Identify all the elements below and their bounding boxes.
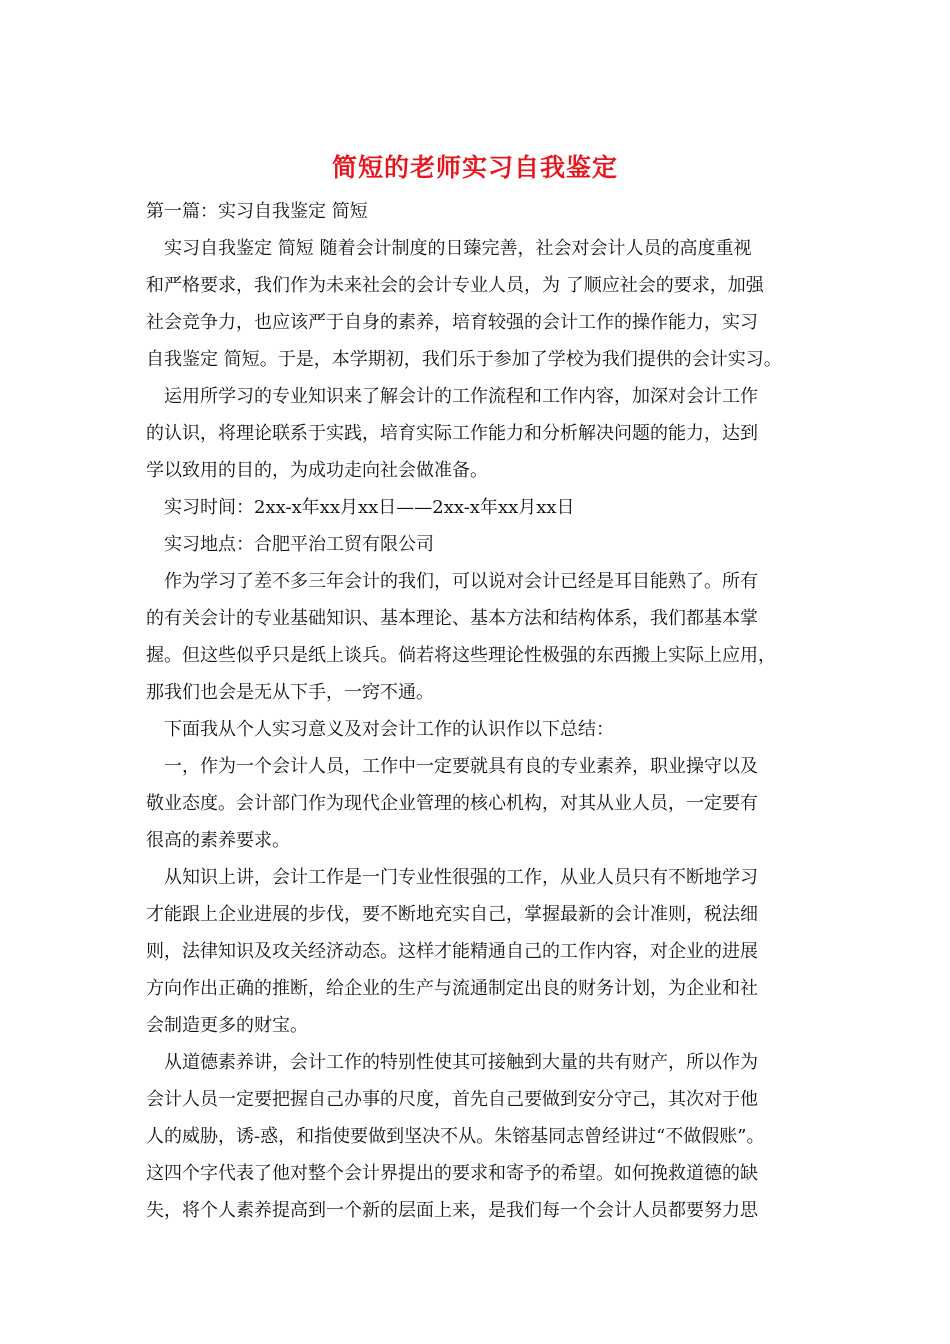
text-line: 失，将个人素养提高到一个新的层面上来，是我们每一个会计人员都要努力思 [146, 1200, 758, 1221]
text-line: 握。但这些似乎只是纸上谈兵。倘若将这些理论性极强的东西搬上实际上应用， [146, 645, 776, 666]
text-line: 的有关会计的专业基础知识、基本理论、基本方法和结构体系，我们都基本掌 [146, 608, 758, 629]
text-line: 才能跟上企业进展的步伐，要不断地充实自己，掌握最新的会计准则，税法细 [146, 904, 758, 925]
text-line: 方向作出正确的推断，给企业的生产与流通制定出良的财务计划，为企业和社 [146, 978, 758, 999]
text-line: 很高的素养要求。 [146, 830, 290, 851]
document-body [146, 193, 826, 1229]
text-line: 实习地点：合肥平治工贸有限公司 [164, 534, 434, 555]
text-line: 则，法律知识及攻关经济动态。这样才能精通自己的工作内容，对企业的进展 [146, 941, 758, 962]
text-line: 那我们也会是无从下手，一窍不通。 [146, 682, 434, 703]
text-line: 从道德素养讲，会计工作的特别性使其可接触到大量的共有财产，所以作为 [164, 1052, 758, 1073]
text-line: 会制造更多的财宝。 [146, 1015, 308, 1036]
text-line: 一，作为一个会计人员，工作中一定要就具有良的专业素养，职业操守以及 [164, 756, 758, 777]
text-line: 学以致用的目的，为成功走向社会做准备。 [146, 460, 488, 481]
document-title: 简短的老师实习自我鉴定 [331, 153, 618, 182]
text-line: 下面我从个人实习意义及对会计工作的认识作以下总结： [164, 719, 614, 740]
text-line: 作为学习了差不多三年会计的我们，可以说对会计已经是耳目能熟了。所有 [164, 571, 758, 592]
text-line: 社会竞争力，也应该严于自身的素养，培育较强的会计工作的操作能力，实习 [146, 312, 758, 333]
text-line: 会计人员一定要把握自己办事的尺度，首先自己要做到安分守己，其次对于他 [146, 1089, 758, 1110]
text-line: 运用所学习的专业知识来了解会计的工作流程和工作内容，加深对会计工作 [164, 386, 758, 407]
text-line: 实习自我鉴定 简短 随着会计制度的日臻完善，社会对会计人员的高度重视 [164, 238, 752, 259]
text-line: 第一篇：实习自我鉴定 简短 [146, 201, 368, 222]
text-line: 和严格要求，我们作为未来社会的会计专业人员，为 了顺应社会的要求，加强 [146, 275, 764, 296]
text-line: 自我鉴定 简短。于是，本学期初，我们乐于参加了学校为我们提供的会计实习。 [146, 349, 782, 370]
text-line: 这四个字代表了他对整个会计界提出的要求和寄予的希望。如何挽救道德的缺 [146, 1163, 758, 1184]
text-line: 从知识上讲，会计工作是一门专业性很强的工作，从业人员只有不断地学习 [164, 867, 758, 888]
text-line: 人的威胁，诱-惑，和指使要做到坚决不从。朱镕基同志曾经讲过“不做假账”。 [146, 1126, 765, 1147]
text-line: 敬业态度。会计部门作为现代企业管理的核心机构，对其从业人员，一定要有 [146, 793, 758, 814]
text-line: 实习时间：2xx-x年xx月xx日——2xx-x年xx月xx日 [164, 497, 575, 518]
text-line: 的认识，将理论联系于实践，培育实际工作能力和分析解决问题的能力，达到 [146, 423, 758, 444]
